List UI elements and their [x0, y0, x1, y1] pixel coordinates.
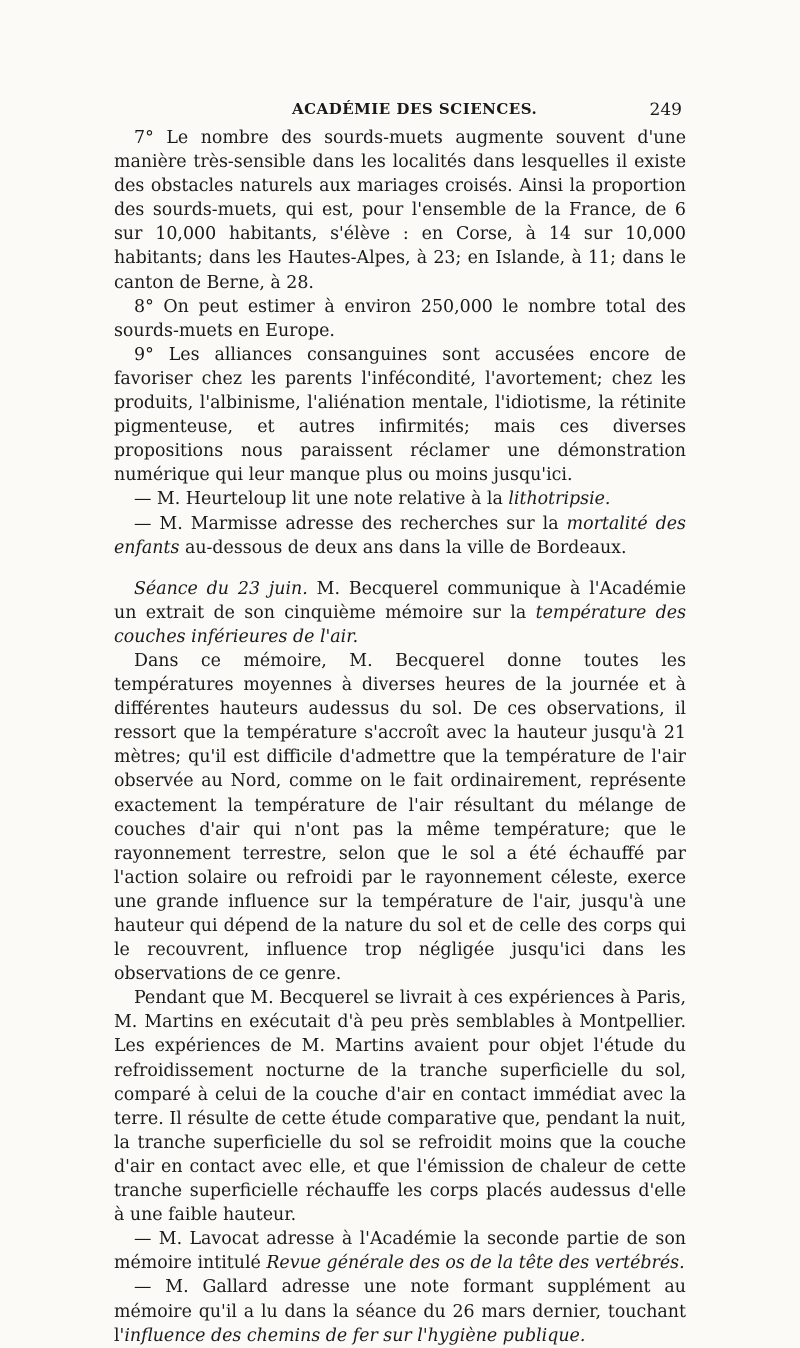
italic-term: influence des chemins de fer sur l'hygiène publique. [124, 1325, 586, 1346]
paragraph-heurteloup [114, 487, 686, 511]
running-header [116, 100, 682, 126]
page-number: 249 [649, 100, 682, 120]
paragraph-9: 9° Les alliances consanguines sont accusées encore de favoriser chez les parents l'infécondité, l'avortement; chez les produits, l'albinisme, l'aliénation mentale, l'idiotisme, la rétinite pigmenteuse, et autres infirmités; mais ces diverses propositions nous paraissent réclamer une démonstration numérique qui leur manque plus ou moins jusqu'ici. [114, 344, 686, 486]
paragraph-seance [114, 577, 686, 649]
italic-term: mortalité des enfants [114, 513, 686, 558]
paragraph-text: M. Becquerel communique à l'Académie un extrait de son cinquième mémoire sur la [114, 578, 686, 623]
paragraph-martins: Pendant que M. Becquerel se livrait à ces expériences à Paris, M. Martins en exécutait d'à peu près semblables à Montpellier. Les expériences de M. Martins avaient pour objet l'étude du refroidissement nocturne de la tranche superficielle du sol, comparé à celui de la couche d'air en contact immédiat avec la terre. Il résulte de cette étude comparative que, pendant la nuit, la tranche superficielle du sol se refroidit moins que la couche d'air en contact avec elle, et que l'émission de chaleur de cette tranche superficielle réchauffe les corps placés audessus d'elle à une faible hauteur. [114, 988, 686, 1226]
italic-term: température des couches inférieures de l'air. [114, 602, 686, 647]
paragraph-text: — M. Marmisse adresse des recherches sur la [134, 513, 567, 534]
page-body [114, 126, 686, 1348]
paragraph-text: — M. Heurteloup lit une note relative à la [134, 489, 509, 510]
paragraph-marmisse [114, 512, 686, 560]
paragraph-text: — M. Gallard adresse une note formant supplément au mémoire qu'il a lu dans la séance du 26 mars dernier, touchant l' [114, 1277, 686, 1346]
italic-term: Revue générale des os de la tête des vertébrés. [266, 1253, 685, 1274]
paragraph-7: 7° Le nombre des sourds-muets augmente souvent d'une manière très-sensible dans les localités dans lesquelles il existe des obstacles naturels aux mariages croisés. Ainsi la proportion des sourds-muets, qui est, pour l'ensemble de la France, de 6 sur 10,000 habitants, s'élève : en Corse, à 14 sur 10,000 habitants; dans les Hautes-Alpes, à 23; en Islande, à 11; dans le canton de Berne, à 28. [114, 128, 686, 293]
paragraph-becquerel: Dans ce mémoire, M. Becquerel donne toutes les températures moyennes à diverses heures de la journée et à différentes hauteurs audessus du sol. De ces observations, il ressort que la température s'accroît avec la hauteur jusqu'à 21 mètres; qu'il est difficile d'admettre que la température de l'air observée au Nord, comme on le fait ordinairement, représente exactement la température de l'air résultant du mélange de couches d'air qui n'ont pas la même température; que le rayonnement terrestre, selon que le sol a été échauffé par l'action solaire ou refroidi par le rayonnement céleste, exerce une grande influence sur la température de l'air, jusqu'à une hauteur qui dépend de la nature du sol et de celle des corps qui le recouvrent, influence trop négligée jusqu'ici dans les observations de ce genre. [114, 650, 686, 985]
italic-term: lithotripsie. [508, 489, 611, 510]
running-title: ACADÉMIE DES SCIENCES. [292, 100, 538, 118]
paragraph-lavocat [114, 1227, 686, 1275]
paragraph-text: — M. Lavocat adresse à l'Académie la seconde partie de son mémoire intitulé [114, 1229, 686, 1274]
paragraph-text: au-dessous de deux ans dans la ville de Bordeaux. [179, 537, 627, 558]
paragraph-gallard [114, 1275, 686, 1347]
paragraph-8: 8° On peut estimer à environ 250,000 le nombre total des sourds-muets en Europe. [114, 296, 686, 341]
session-date: Séance du 23 juin. [134, 578, 308, 599]
